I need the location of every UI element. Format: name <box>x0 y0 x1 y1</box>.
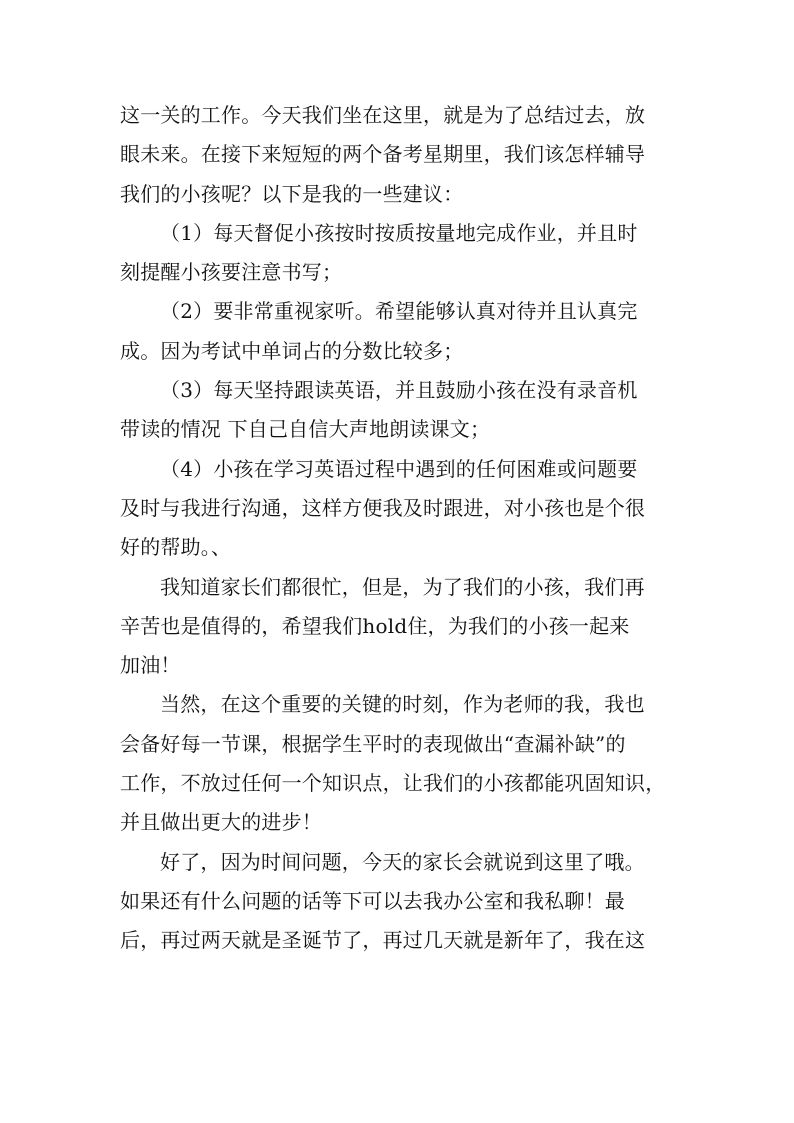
document-body <box>120 96 680 961</box>
text-line: 及时与我进行沟通，这样方便我及时跟进，对小孩也是个很 <box>120 495 646 520</box>
text-line: 并且做出更大的进步！ <box>120 810 322 835</box>
text-line: 刻提醒小孩要注意书写； <box>120 260 343 285</box>
text-line-suggestion-3: （3）每天坚持跟读英语，并且鼓励小孩在没有录音机 <box>160 378 638 403</box>
text-line: 这一关的工作。今天我们坐在这里，就是为了总结过去，放 <box>120 103 646 127</box>
text-line-suggestion-2: （2）要非常重视家听。希望能够认真对待并且认真完 <box>160 299 638 324</box>
text-line: 工作，不放过任何一个知识点，让我们的小孩都能巩固知识， <box>120 771 666 796</box>
text-line-suggestion-4: （4）小孩在学习英语过程中遇到的任何困难或问题要 <box>160 456 638 481</box>
text-line: 后，再过两天就是圣诞节了，再过几天就是新年了，我在这 <box>120 928 646 953</box>
text-line: 如果还有什么问题的话等下可以去我办公室和我私聊！最 <box>120 888 625 913</box>
text-line: 成。因为考试中单词占的分数比较多； <box>120 338 464 363</box>
text-line: 会备好每一节课，根据学生平时的表现做出“查漏补缺”的 <box>120 731 626 756</box>
paragraph-line: 好了，因为时间问题，今天的家长会就说到这里了哦。 <box>160 849 645 874</box>
text-line: 眼未来。在接下来短短的两个备考星期里，我们该怎样辅导 <box>120 142 646 167</box>
text-line: 加油！ <box>120 653 181 678</box>
text-line: 我们的小孩呢？以下是我的一些建议： <box>120 181 464 206</box>
paragraph-line: 当然，在这个重要的关键的时刻，作为老师的我，我也 <box>160 692 645 717</box>
text-line-suggestion-1: （1）每天督促小孩按时按质按量地完成作业，并且时 <box>160 220 638 245</box>
text-line: 带读的情况 下自己自信大声地朗读课文； <box>120 417 491 442</box>
text-line: 辛苦也是值得的，希望我们hold住，为我们的小孩一起来 <box>120 613 630 638</box>
paragraph-line: 我知道家长们都很忙，但是，为了我们的小孩，我们再 <box>160 574 645 599</box>
text-line: 好的帮助。、 <box>120 535 232 560</box>
